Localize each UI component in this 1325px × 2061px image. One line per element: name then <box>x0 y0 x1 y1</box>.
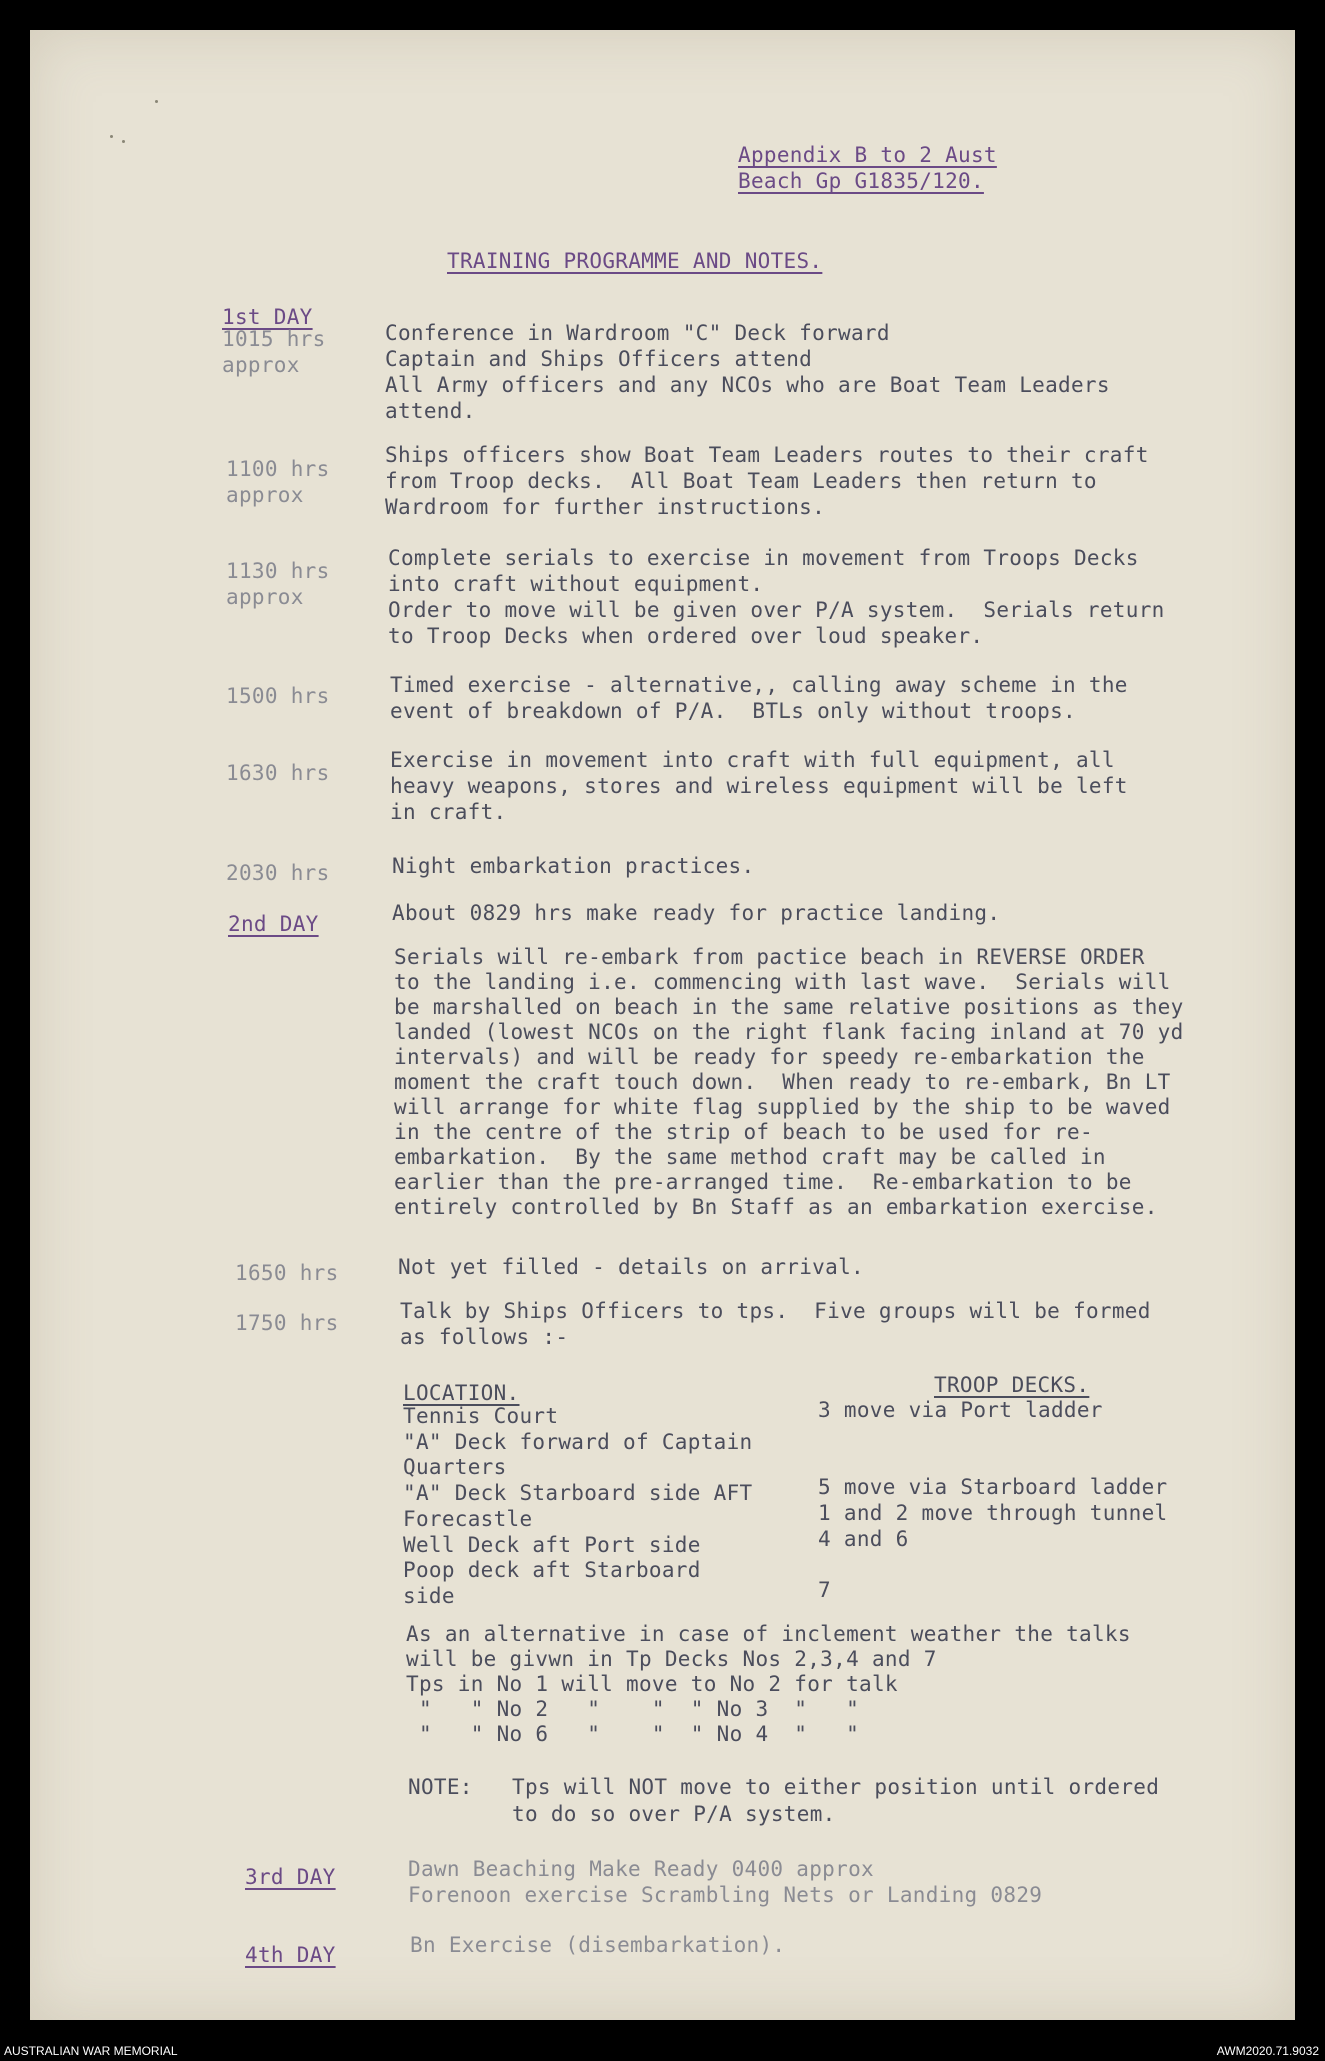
day1-text-1: Conference in Wardroom "C" Deck forward Captain and Ships Officers attend All Army officers and any NCOs who are Boat Team Leaders attend. <box>385 321 1110 423</box>
day2-reembark-paragraph: Serials will re-embark from pactice beach in REVERSE ORDER to the landing i.e. commencing with last wave. Serials will be marshalled on beach in the same relative positions as they landed (lowest NCOs on the right flank facing inland at 70 yd intervals) and will be ready for speedy re-embarkation the moment the craft touch down. When ready to re-embark, Bn LT will arrange for white flag supplied by the ship to be waved in the centre of the strip of beach to be used for re- embarkation. By the same method craft may be called in earlier than the pre-arranged time. Re-embarkation to be entirely controlled by Bn Staff as an embarkation exercise. <box>394 945 1184 1219</box>
day1-text-4: Timed exercise - alternative,, calling away scheme in the event of breakdown of P/A. BTLs only without troops. <box>390 673 1128 723</box>
document-title: TRAINING PROGRAMME AND NOTES. <box>447 249 823 273</box>
footer-accession-number: AWM2020.71.9032 <box>1216 2044 1319 2058</box>
day1-time-3: 1130 hrs approx <box>226 559 330 609</box>
troop-decks-header: TROOP DECKS. <box>934 1373 1090 1397</box>
paper-blemish <box>155 100 158 103</box>
reference-line-1: Appendix B to 2 Aust <box>738 143 997 167</box>
note-label: NOTE: <box>408 1775 473 1799</box>
footer-institution: AUSTRALIAN WAR MEMORIAL <box>4 2044 178 2058</box>
day1-label: 1st DAY <box>222 305 313 329</box>
day1-time-2: 1100 hrs approx <box>226 457 330 507</box>
day1-time-1: 1015 hrs approx <box>222 327 326 377</box>
day2-intro: About 0829 hrs make ready for practice landing. <box>392 901 1001 925</box>
paper-blemish <box>110 135 113 138</box>
paper-blemish <box>122 140 125 143</box>
day2-text-1: Not yet filled - details on arrival. <box>398 1255 864 1279</box>
day3-text: Dawn Beaching Make Ready 0400 approx Forenoon exercise Scrambling Nets or Landing 0829 <box>408 1857 1043 1907</box>
day1-time-4: 1500 hrs <box>226 684 330 708</box>
day1-text-2: Ships officers show Boat Team Leaders routes to their craft from Troop decks. All Boat Team Leaders then return to Wardroom for further instructions. <box>385 443 1149 519</box>
day1-time-5: 1630 hrs <box>226 761 330 785</box>
day4-label: 4th DAY <box>245 1943 336 1967</box>
day1-text-5: Exercise in movement into craft with full equipment, all heavy weapons, stores and wireless equipment will be left in craft. <box>390 748 1128 824</box>
day2-time-2: 1750 hrs <box>235 1311 339 1335</box>
note-text: Tps will NOT move to either position until ordered to do so over P/A system. <box>512 1775 1160 1826</box>
day2-label: 2nd DAY <box>228 912 319 936</box>
day1-text-6: Night embarkation practices. <box>392 854 755 878</box>
day2-text-2: Talk by Ships Officers to tps. Five groups will be formed as follows :- <box>400 1299 1151 1349</box>
day2-time-1: 1650 hrs <box>235 1261 339 1285</box>
reference-line-2: Beach Gp G1835/120. <box>738 169 984 193</box>
location-column: Tennis Court "A" Deck forward of Captain Quarters "A" Deck Starboard side AFT Forecastle Well Deck aft Port side Poop deck aft Starboard side <box>403 1404 753 1608</box>
location-header: LOCATION. <box>403 1381 520 1405</box>
day1-text-3: Complete serials to exercise in movement from Troops Decks into craft without equipment. Order to move will be given over P/A system. Serials return to Troop Decks when ordered over loud speaker. <box>388 546 1165 648</box>
troop-decks-column: 3 move via Port ladder 5 move via Starboard ladder 1 and 2 move through tunnel 4 and 6 7 <box>818 1398 1168 1602</box>
day1-time-6: 2030 hrs <box>226 861 330 885</box>
inclement-weather-alternative: As an alternative in case of inclement weather the talks will be givwn in Tp Decks Nos 2,3,4 and 7 Tps in No 1 will move to No 2 for talk " " No 2 " " " No 3 " " " " No 6 " " " No 4 " " <box>406 1622 1131 1746</box>
day4-text: Bn Exercise (disembarkation). <box>410 1933 786 1957</box>
day3-label: 3rd DAY <box>245 1865 336 1889</box>
